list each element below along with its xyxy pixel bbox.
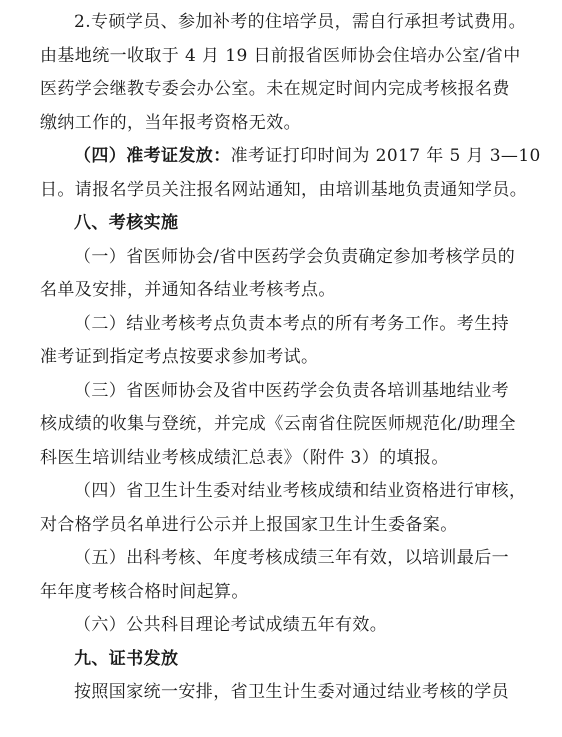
paragraph-line: （三）省医师协会及省中医药学会负责各培训基地结业考	[74, 380, 509, 401]
paragraph-line: 年年度考核合格时间起算。	[40, 581, 249, 602]
paragraph-line: （四）省卫生计生委对结业考核成绩和结业资格进行审核，	[74, 481, 527, 501]
paragraph-line: （五）出科考核、年度考核成绩三年有效，以培训最后一	[74, 548, 509, 568]
paragraph-line: 2.专硕学员、参加补考的住培学员，需自行承担考试费用。	[74, 12, 527, 32]
paragraph-line: 按照国家统一安排，省卫生计生委对通过结业考核的学员	[74, 682, 509, 702]
paragraph-line: 名单及安排，并通知各结业考核考点。	[40, 280, 336, 300]
paragraph-text: 准考证打印时间为 2017 年 5 月 3—10	[230, 146, 541, 166]
section-heading: 九、证书发放	[74, 648, 179, 669]
paragraph-line: （一）省医师协会/省中医药学会负责确定参加考核学员的	[74, 246, 516, 267]
paragraph-line: 核成绩的收集与登统，并完成《云南省住院医师规范化/助理全	[40, 414, 516, 434]
paragraph-line	[40, 140, 541, 174]
section-heading: 八、考核实施	[74, 213, 179, 233]
paragraph-line: 缴纳工作的，当年报考资格无效。	[40, 112, 301, 133]
paragraph-line: 准考证到指定考点按要求参加考试。	[40, 347, 319, 367]
paragraph-line: 医药学会继教专委会办公室。未在规定时间内完成考核报名费	[40, 79, 510, 99]
paragraph-line: 科医生培训结业考核成绩汇总表》（附件 3）的填报。	[40, 447, 449, 468]
paragraph-line: 对合格学员名单进行公示并上报国家卫生计生委备案。	[40, 514, 458, 535]
paragraph-line: 日。请报名学员关注报名网站通知，由培训基地负责通知学员。	[40, 179, 528, 200]
subsection-label: （四）准考证发放：	[74, 146, 231, 166]
paragraph-line: 由基地统一收取于 4 月 19 日前报省医师协会住培办公室/省中	[40, 45, 521, 66]
paragraph-line: （六）公共科目理论考试成绩五年有效。	[74, 615, 388, 635]
paragraph-line: （二）结业考核考点负责本考点的所有考务工作。考生持	[74, 313, 509, 334]
